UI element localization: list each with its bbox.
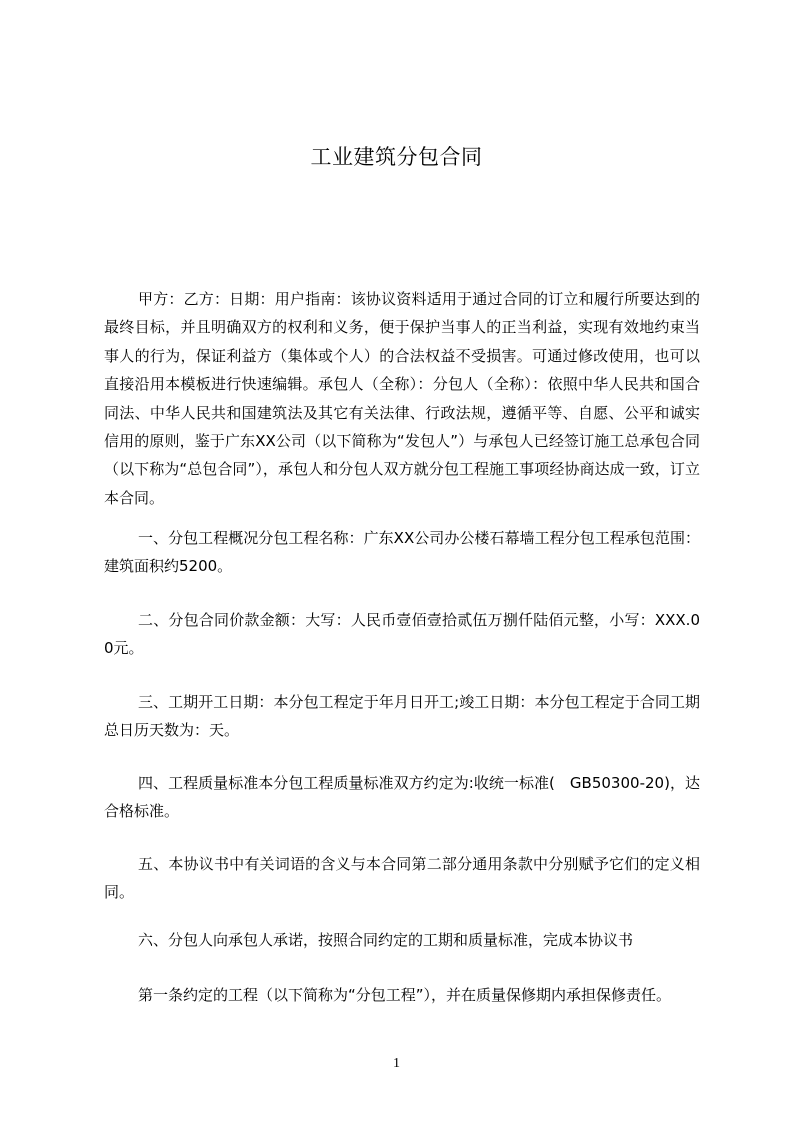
section-4-paragraph: 四、工程质量标准本分包工程质量标准双方约定为:收统一标准( GB50300-20)，达合格标准。 [104,774,700,821]
section-7-paragraph: 第一条约定的工程（以下简称为“分包工程”），并在质量保修期内承担保修责任。 [138,986,672,1004]
section-5-paragraph: 五、本协议书中有关词语的含义与本合同第二部分通用条款中分别赋予它们的定义相同。 [104,855,700,902]
intro-paragraph: 甲方：乙方：日期：用户指南：该协议资料适用于通过合同的订立和履行所要达到的最终目标，并且明确双方的权利和义务，便于保护当事人的正当利益，实现有效地约束当事人的行为，保证利益方（集体或个人）的合法权益不受损害。可通过修改使用，也可以直接沿用本模板进行快速编辑。承包人（全称）：分包人（全称）：依照中华人民共和国合同法、中华人民共和国建筑法及其它有关法律、行政法规，遵循平等、自愿、公平和诚实信用的原则，鉴于广东XX公司（以下简称为“发包人”）与承包人已经签订施工总承包合同（以下称为“总包合同”），承包人和分包人双方就分包工程施工事项经协商达成一致，订立本合同。 [104,290,700,507]
section-6-paragraph: 六、分包人向承包人承诺，按照合同约定的工期和质量标准，完成本协议书 [138,931,634,949]
page-number: 1 [393,1056,400,1071]
section-3-paragraph: 三、工期开工日期：本分包工程定于年月日开工;竣工日期：本分包工程定于合同工期总日历天数为：天。 [104,693,700,740]
section-1-paragraph: 一、分包工程概况分包工程名称：广东XX公司办公楼石幕墙工程分包工程承包范围：建筑面积约5200。 [104,529,700,576]
document-title: 工业建筑分包合同 [310,145,483,169]
section-2-paragraph: 二、分包合同价款金额：大写：人民币壹佰壹拾贰伍万捌仟陆佰元整，小写：XXX.00元。 [104,611,700,658]
